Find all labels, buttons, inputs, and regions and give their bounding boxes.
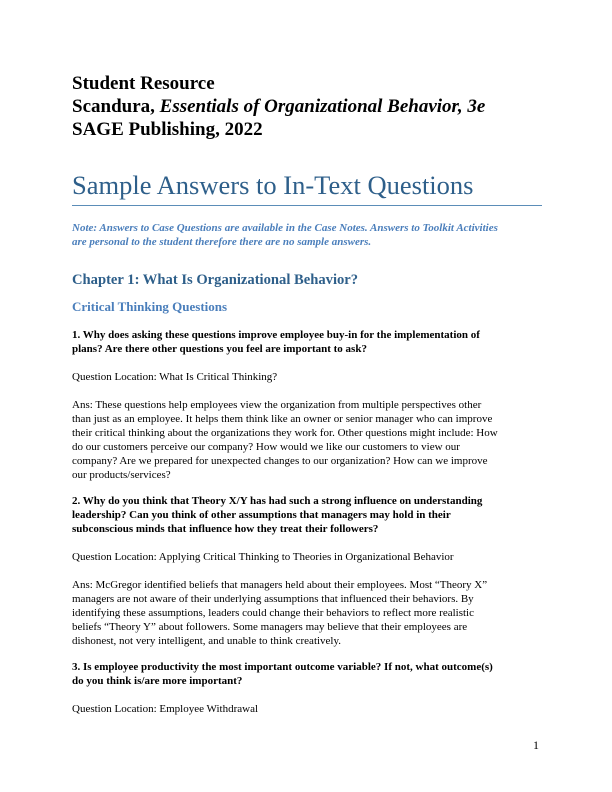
question-line: do you think is/are more important? xyxy=(72,675,243,687)
answer-line: dishonest, not very intelligent, and unable to think creatively. xyxy=(72,635,342,647)
page-title: Sample Answers to In-Text Questions xyxy=(72,170,474,200)
answer-line: managers are not aware of their underlying assumptions that influenced their behaviors. By xyxy=(72,593,474,605)
question-2-location: Question Location: Applying Critical Thinking to Theories in Organizational Behavior xyxy=(72,551,454,563)
answer-line: than just as an employee. It helps them think like an owner or senior manager who can improve xyxy=(72,413,493,425)
answer-line: beliefs “Theory Y” about followers. Some managers may believe that their employees are xyxy=(72,621,468,633)
chapter-heading: Chapter 1: What Is Organizational Behavior? xyxy=(72,272,359,288)
header-line-3: SAGE Publishing, 2022 xyxy=(72,119,263,140)
section-heading: Critical Thinking Questions xyxy=(72,299,228,314)
question-line: 3. Is employee productivity the most important outcome variable? If not, what outcome(s) xyxy=(72,661,493,673)
answer-line: our products/services? xyxy=(72,469,171,481)
question-3-location: Question Location: Employee Withdrawal xyxy=(72,703,259,715)
question-line: 2. Why do you think that Theory X/Y has had such a strong influence on understanding xyxy=(72,495,483,507)
page-number: 1 xyxy=(533,738,539,752)
note-line: are personal to the student therefore there are no sample answers. xyxy=(72,236,372,248)
question-line: leadership? Can you think of other assumptions that managers may hold in their xyxy=(72,509,451,521)
answer-line: their critical thinking about the organizations they work for. Other questions might include: How xyxy=(72,427,498,439)
question-line: subconscious minds that influence how they treat their followers? xyxy=(72,523,379,535)
header-line-1: Student Resource xyxy=(72,73,215,94)
header-line-2 xyxy=(72,95,485,118)
resource-header xyxy=(72,72,485,141)
answer-line: Ans: These questions help employees view the organization from multiple perspectives other xyxy=(72,399,482,411)
title-underline xyxy=(72,205,542,206)
question-1 xyxy=(72,328,542,356)
header-book-title: Essentials of Organizational Behavior, 3e xyxy=(159,96,486,117)
answer-1 xyxy=(72,398,542,482)
answer-line: identifying these assumptions, leaders could change their behaviors to reflect more realistic xyxy=(72,607,474,619)
answer-line: company? Are we prepared for unexpected changes to our organization? How can we improve xyxy=(72,455,488,467)
note-paragraph xyxy=(72,221,542,249)
question-1-location: Question Location: What Is Critical Thinking? xyxy=(72,371,278,383)
question-line: 1. Why does asking these questions improve employee buy-in for the implementation of xyxy=(72,329,480,341)
question-2 xyxy=(72,494,542,536)
answer-line: Ans: McGregor identified beliefs that managers held about their employees. Most “Theory X” xyxy=(72,579,488,591)
header-author: Scandura, xyxy=(72,96,155,117)
question-line: plans? Are there other questions you feel are important to ask? xyxy=(72,343,367,355)
note-line: Note: Answers to Case Questions are available in the Case Notes. Answers to Toolkit Activities xyxy=(72,222,498,234)
answer-line: do our customers perceive our company? How would we like our customers to view our xyxy=(72,441,460,453)
question-3 xyxy=(72,660,542,688)
answer-2 xyxy=(72,578,542,648)
